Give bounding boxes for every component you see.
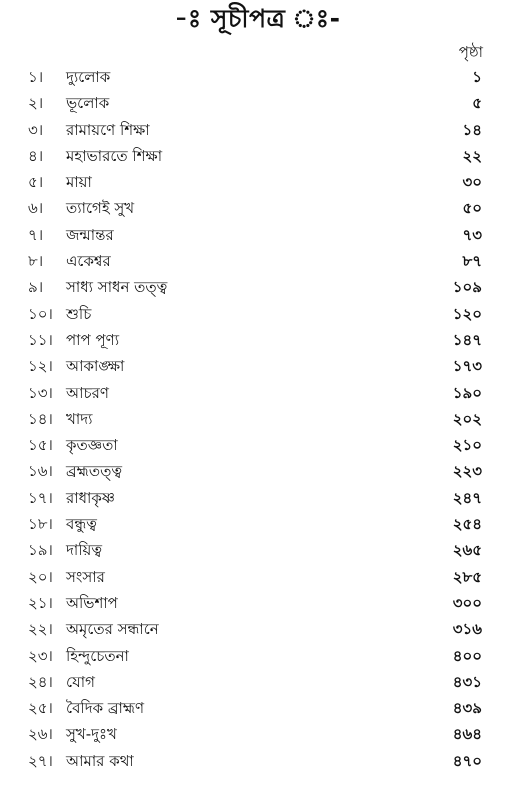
toc-entry [0, 537, 515, 563]
toc-entry-title: পাপ পূণ্য [66, 330, 120, 349]
toc-entry-title: কৃতজ্ঞতা [66, 436, 118, 455]
toc-entry-number: ১০। [28, 304, 53, 323]
toc-entry [0, 695, 515, 721]
toc-entry-number: ১৯। [28, 541, 53, 560]
toc-entry [0, 117, 515, 143]
toc-entry [0, 274, 515, 300]
toc-entry-page-number: ২৮৫ [452, 567, 482, 586]
toc-entry-title: রামায়ণে শিক্ষা [66, 120, 150, 139]
toc-entry-title: রাধাকৃষ্ণ [66, 488, 115, 507]
toc-entry-number: ২৬। [28, 725, 53, 744]
toc-entry-number: ১৪। [28, 409, 53, 428]
toc-entry-page-number: ৪৩৯ [452, 699, 482, 718]
toc-entry-page-number: ১৭৩ [452, 357, 482, 376]
page-title: -ঃ সূচীপত্র ঃ- [174, 4, 341, 33]
toc-entry-title: আচরণ [66, 383, 109, 402]
toc-entry-title: বন্ধুত্ব [66, 515, 97, 534]
toc-entry-number: ১৮। [28, 515, 53, 534]
toc-entry-page-number: ৩১৬ [452, 620, 482, 639]
toc-entry [0, 564, 515, 590]
toc-entry-title: ব্রহ্মতত্ত্ব [66, 462, 123, 481]
toc-entry [0, 301, 515, 327]
toc-entry [0, 327, 515, 353]
toc-entry-title: সংসার [66, 567, 105, 586]
toc-entry-number: ৬। [28, 199, 44, 218]
toc-entry-number: ২০। [28, 567, 53, 586]
toc-entry-page-number: ৫০ [462, 199, 482, 218]
toc-entry [0, 64, 515, 90]
toc-entry-page-number: ১ [472, 68, 482, 86]
toc-entry [0, 222, 515, 248]
toc-entry-page-number: ২০২ [452, 409, 482, 428]
toc-entry-number: ২৩। [28, 646, 53, 665]
toc-entry-number: ৫। [28, 173, 44, 192]
toc-entry-page-number: ১০৯ [452, 278, 482, 297]
toc-entry-page-number: ২১০ [452, 436, 482, 455]
toc-entry-page-number: ১৯০ [452, 383, 482, 402]
toc-entry-number: ২৭। [28, 751, 53, 770]
toc-entry [0, 143, 515, 169]
toc-entry-number: ২। [28, 94, 44, 113]
toc-entry-title: আকাঙ্ক্ষা [66, 357, 125, 376]
toc-entry [0, 590, 515, 616]
toc-entry [0, 248, 515, 274]
toc-entry-number: ৯। [28, 278, 44, 297]
toc-entry-title: আমার কথা [66, 751, 134, 770]
table-of-contents [0, 64, 515, 774]
toc-entry [0, 669, 515, 695]
toc-entry [0, 169, 515, 195]
toc-entry-page-number: ৪০০ [452, 646, 482, 665]
toc-entry [0, 406, 515, 432]
toc-entry-number: ১৩। [28, 383, 53, 402]
toc-entry-title: একেশ্বর [66, 252, 111, 271]
toc-entry [0, 432, 515, 458]
toc-entry-number: ৭। [28, 225, 44, 244]
toc-entry-number: ২২। [28, 620, 53, 639]
toc-entry [0, 90, 515, 116]
toc-entry-title: বৈদিক ব্রাহ্মণ [66, 699, 145, 718]
toc-entry-number: ৪। [28, 146, 44, 165]
toc-entry-title: ত্যাগেই সুখ [66, 199, 135, 218]
toc-entry-title: সুখ-দুঃখ [66, 725, 117, 744]
toc-entry-title: জন্মান্তর [66, 225, 114, 244]
toc-entry [0, 721, 515, 747]
toc-entry-page-number: ১৪৭ [452, 330, 482, 349]
toc-entry-number: ১২। [28, 357, 53, 376]
toc-entry [0, 616, 515, 642]
toc-entry-title: যোগ [66, 672, 95, 691]
toc-entry-number: ১৭। [28, 488, 53, 507]
toc-entry [0, 511, 515, 537]
toc-entry [0, 643, 515, 669]
toc-entry-title: দ্যুলোক [66, 68, 111, 86]
toc-entry-number: ২৪। [28, 672, 53, 691]
toc-entry [0, 380, 515, 406]
toc-entry-page-number: ৫ [472, 94, 482, 113]
toc-entry-title: অমৃতের সন্ধানে [66, 620, 159, 639]
toc-entry [0, 485, 515, 511]
toc-entry-page-number: ৪৬৪ [452, 725, 482, 744]
toc-entry-title: দায়িত্ব [66, 541, 103, 560]
toc-entry-number: ২৫। [28, 699, 53, 718]
toc-entry-page-number: ৮৭ [462, 252, 482, 271]
toc-entry-page-number: ৪৩১ [452, 672, 482, 691]
toc-entry-title: হিন্দুচেতনা [66, 646, 129, 665]
toc-entry-title: মায়া [66, 173, 92, 192]
toc-entry-page-number: ২৪৭ [452, 488, 482, 507]
toc-entry-page-number: ১৪ [462, 120, 482, 139]
toc-entry-page-number: ২২৩ [452, 462, 482, 481]
toc-entry [0, 458, 515, 484]
toc-entry-number: ৩। [28, 120, 44, 139]
toc-entry-title: সাধ্য সাধন তত্ত্ব [66, 278, 168, 297]
toc-entry-page-number: ৭৩ [462, 225, 482, 244]
toc-entry-title: অভিশাপ [66, 593, 118, 612]
toc-entry-number: ১১। [28, 330, 53, 349]
toc-entry-number: ১৫। [28, 436, 53, 455]
toc-entry-title: ভূলোক [66, 94, 110, 113]
page-column-header: পৃষ্ঠা [458, 43, 483, 61]
toc-entry-number: ২১। [28, 593, 53, 612]
toc-entry-number: ১৬। [28, 462, 53, 481]
toc-entry-title: শুচি [66, 304, 92, 323]
toc-entry-page-number: ২২ [462, 146, 482, 165]
toc-entry-number: ১। [28, 68, 44, 86]
toc-entry-title: মহাভারতে শিক্ষা [66, 146, 163, 165]
toc-entry-title: খাদ্য [66, 409, 93, 428]
toc-entry-page-number: ২৬৫ [452, 541, 482, 560]
toc-entry [0, 353, 515, 379]
toc-entry-number: ৮। [28, 252, 44, 271]
toc-entry [0, 748, 515, 774]
toc-entry-page-number: ২৫৪ [452, 515, 482, 534]
toc-entry [0, 195, 515, 221]
toc-entry-page-number: ৪৭০ [452, 751, 482, 770]
toc-entry-page-number: ৩০ [462, 173, 482, 192]
toc-entry-page-number: ৩০০ [452, 593, 482, 612]
toc-entry-page-number: ১২০ [452, 304, 482, 323]
